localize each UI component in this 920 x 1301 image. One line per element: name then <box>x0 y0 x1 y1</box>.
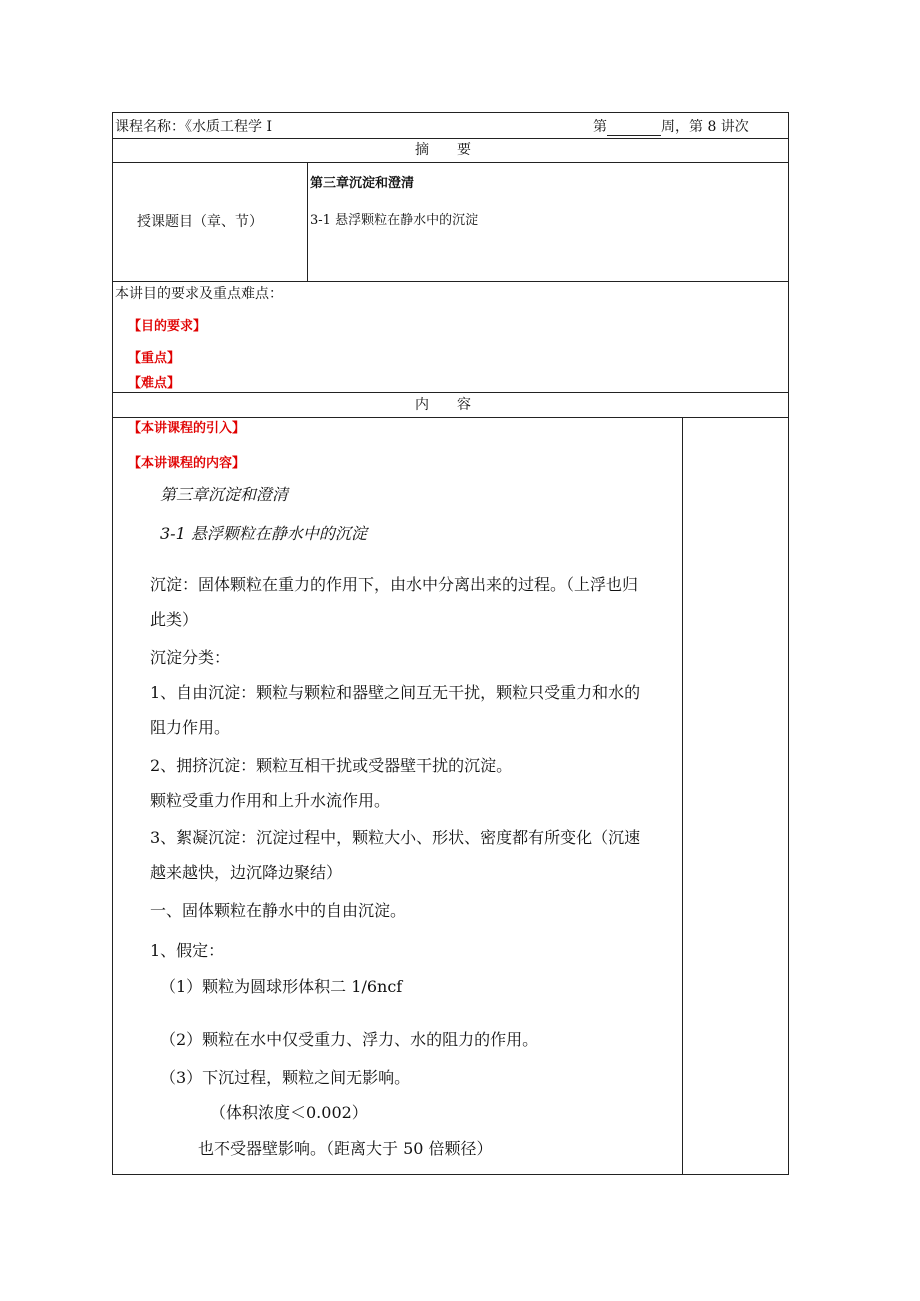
content-line: （体积浓度＜0.002） <box>210 1103 368 1122</box>
content-line: 沉淀：固体颗粒在重力的作用下，由水中分离出来的过程。（上浮也归 <box>150 575 639 594</box>
week-suffix: 周，第 8 讲次 <box>661 119 749 135</box>
content-line: 2、拥挤沉淀：颗粒互相干扰或受器壁干扰的沉淀。 <box>150 756 513 775</box>
content-line: （3）下沉过程，颗粒之间无影响。 <box>160 1068 411 1087</box>
content-line: 也不受器壁影响。（距离大于 50 倍颗径） <box>198 1139 493 1158</box>
intro-tag: 【本讲课程的引入】 <box>128 421 246 436</box>
difficulties-tag: 【难点】 <box>128 376 181 391</box>
topic-label: 授课题目（章、节） <box>137 214 263 230</box>
topic-chapter: 第三章沉淀和澄清 <box>310 176 415 191</box>
content-line: 越来越快，边沉降边聚结） <box>150 863 343 882</box>
content-line: 一、固体颗粒在静水中的自由沉淀。 <box>150 901 407 920</box>
course-name: 课程名称：《水质工程学 I <box>115 119 272 135</box>
key-points-tag: 【重点】 <box>128 351 181 366</box>
row-divider <box>112 417 789 418</box>
content-line: 阻力作用。 <box>150 718 231 737</box>
content-line: 颗粒受重力作用和上升水流作用。 <box>150 791 391 810</box>
content-tag: 【本讲课程的内容】 <box>128 456 246 471</box>
lecture-table <box>112 112 789 1175</box>
content-line: 1、自由沉淀：颗粒与颗粒和器壁之间互无干扰，颗粒只受重力和水的 <box>150 683 641 702</box>
requirements-title: 本讲目的要求及重点难点： <box>115 286 283 302</box>
content-line: 1、假定： <box>150 941 225 960</box>
content-line: 此类） <box>150 610 199 629</box>
column-divider <box>307 162 308 281</box>
row-divider <box>112 392 789 393</box>
content-line: （1）颗粒为圆球形体积二 1/6ncf <box>160 977 403 996</box>
week-info <box>593 118 749 136</box>
week-prefix: 第 <box>593 119 607 135</box>
summary-heading: 摘 要 <box>415 142 471 158</box>
row-divider <box>112 138 789 139</box>
chapter-heading: 第三章沉淀和澄清 <box>160 485 289 504</box>
topic-section: 3-1 悬浮颗粒在静水中的沉淀 <box>310 213 479 228</box>
content-heading: 内 容 <box>415 397 471 413</box>
objective-tag: 【目的要求】 <box>128 319 207 334</box>
week-blank <box>607 121 661 136</box>
row-divider <box>112 162 789 163</box>
section-heading: 3-1 悬浮颗粒在静水中的沉淀 <box>160 524 367 543</box>
column-divider <box>682 417 683 1175</box>
content-line: （2）颗粒在水中仅受重力、浮力、水的阻力的作用。 <box>160 1030 539 1049</box>
content-line: 3、絮凝沉淀：沉淀过程中，颗粒大小、形状、密度都有所变化（沉速 <box>150 828 641 847</box>
content-line: 沉淀分类： <box>150 648 231 667</box>
row-divider <box>112 281 789 282</box>
